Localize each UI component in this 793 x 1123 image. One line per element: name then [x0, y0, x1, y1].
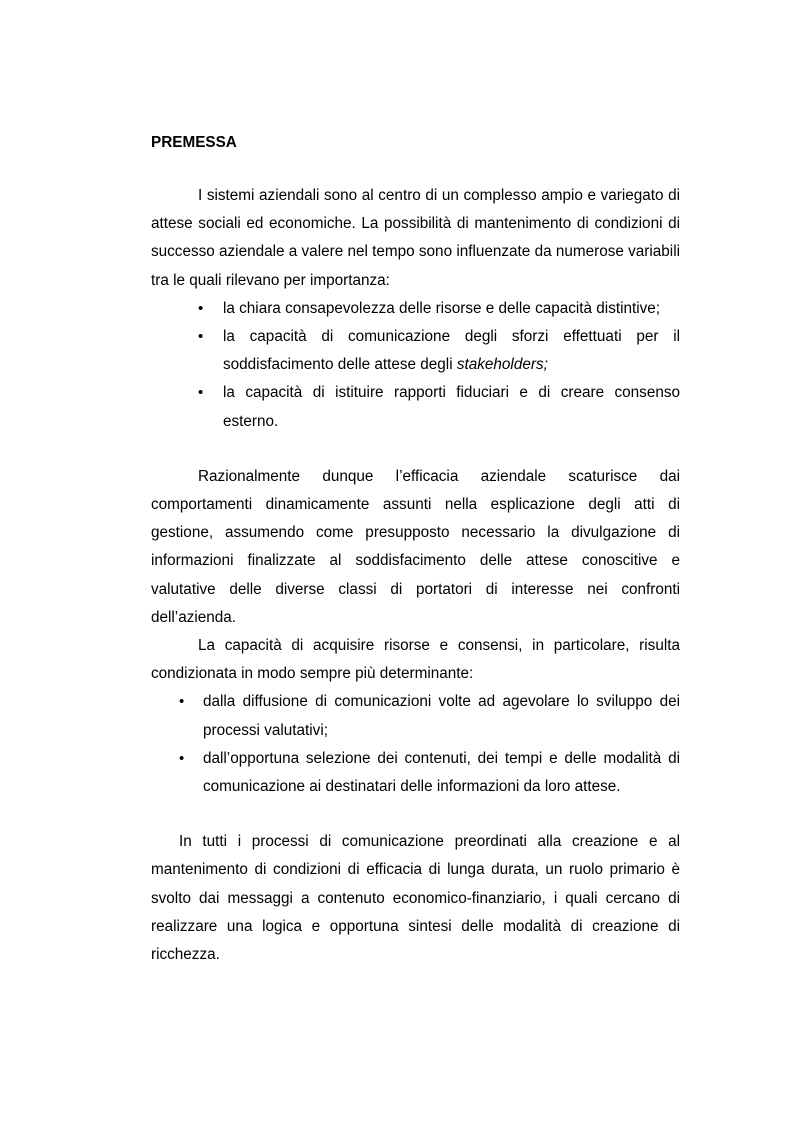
- bullet-icon: •: [198, 328, 204, 346]
- list-item-text: dall’opportuna selezione dei contenuti, dei tempi e delle modalità di comunicazione ai destinatari delle informazioni da loro attese.: [203, 749, 680, 796]
- list-item: [151, 295, 680, 323]
- list-item-text: dalla diffusione di comunicazioni volte ad agevolare lo sviluppo dei processi valutativi;: [203, 693, 680, 739]
- bullet-icon: •: [198, 299, 204, 317]
- list-item-text: la capacità di istituire rapporti fiduciari e di creare consenso esterno.: [223, 384, 680, 430]
- paragraph-efficacy: Razionalmente dunque l’efficacia aziendale scaturisce dai comportamenti dinamicamente assunti nella esplicazione degli atti di gestione, assumendo come presupposto necessario la divulgazione di informazioni finalizzate al soddisfacimento delle attese conoscitive e valutative delle diverse classi di portatori di interesse nei confronti dell’azienda.: [151, 467, 680, 626]
- conditions-list: [151, 688, 680, 801]
- bullet-icon: •: [198, 384, 204, 402]
- section-heading: PREMESSA: [151, 134, 237, 151]
- paragraph-intro: I sistemi aziendali sono al centro di un complesso ampio e variegato di attese sociali ed economiche. La possibilità di mantenimento di condizioni di successo aziendale a valere nel tempo sono influenzate da numerose variabili tra le quali rilevano per importanza:: [151, 187, 680, 289]
- list-item-emphasis: stakeholders;: [456, 356, 548, 374]
- list-item: [151, 745, 680, 801]
- bullet-icon: •: [179, 693, 185, 711]
- paragraph-communication: In tutti i processi di comunicazione preordinati alla creazione e al mantenimento di condizioni di efficacia di lunga durata, un ruolo primario è svolto dai messaggi a contenuto economico-finanziario, i quali cercano di realizzare una logica e opportuna sintesi delle modalità di creazione di ricchezza.: [151, 833, 680, 964]
- list-item: [151, 379, 680, 435]
- document-body: [151, 129, 680, 969]
- bullet-icon: •: [179, 749, 185, 767]
- list-item-text: la chiara consapevolezza delle risorse e delle capacità distintive;: [223, 299, 661, 317]
- list-item: [151, 323, 680, 379]
- paragraph-resources: La capacità di acquisire risorse e consensi, in particolare, risulta condizionata in modo sempre più determinante:: [151, 637, 680, 683]
- list-item: [151, 688, 680, 744]
- factors-list: [151, 295, 680, 436]
- list-item-text: la capacità di comunicazione degli sforzi effettuati per il soddisfacimento delle attese degli: [223, 328, 680, 374]
